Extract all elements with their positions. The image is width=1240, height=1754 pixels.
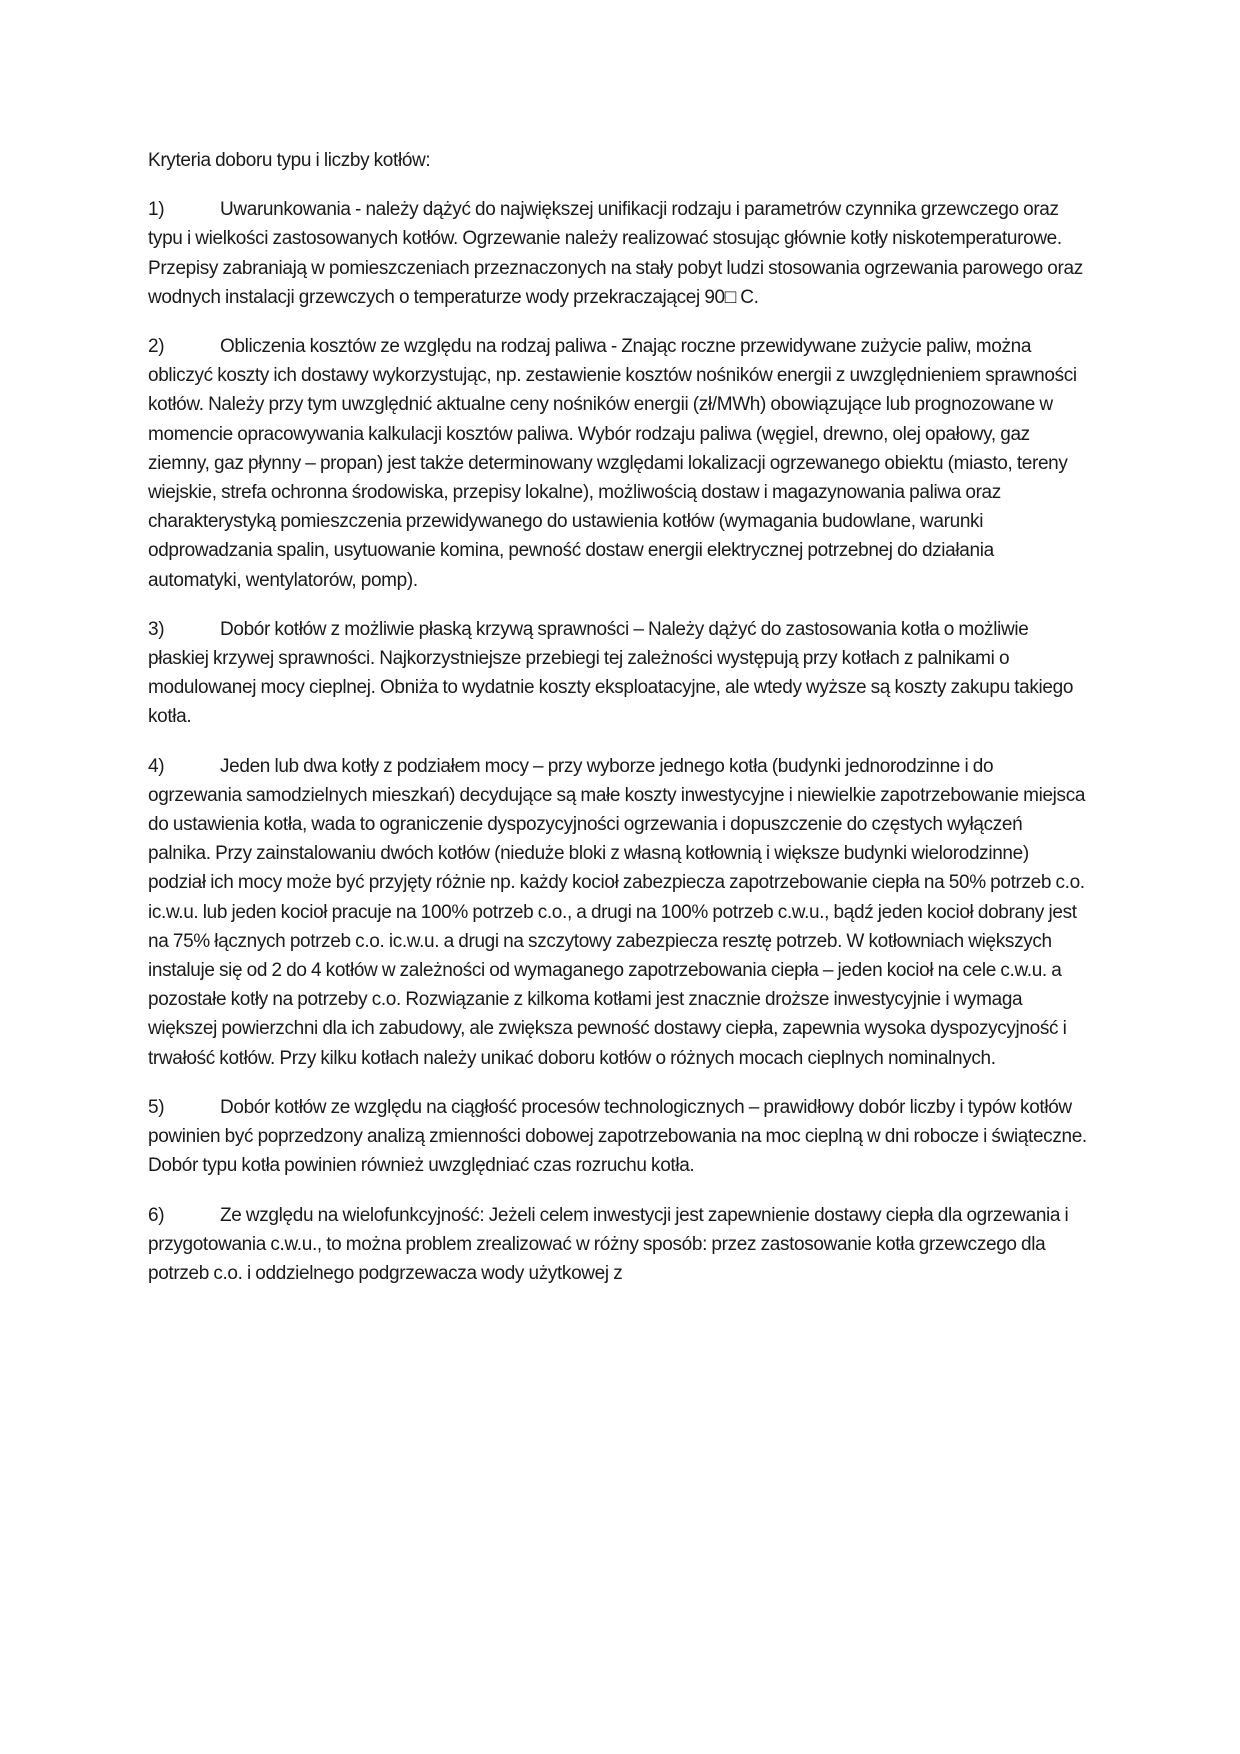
criterion-number: 4) <box>148 755 165 777</box>
criterion-paragraph-2 <box>148 332 1088 595</box>
criterion-text: Dobór kotłów z możliwie płaską krzywą sprawności – Należy dążyć do zastosowania kotła o możliwie płaskiej krzywej sprawności. Najkorzystniejsze przebiegi tej zależności występują przy kotłach z palnikami o modulowanej mocy cieplnej. Obniża to wydatnie koszty eksploatacyjne, ale wtedy wyższe są koszty zakupu takiego kotła. <box>148 618 1074 728</box>
criterion-text: Uwarunkowania - należy dążyć do największej unifikacji rodzaju i parametrów czynnika grzewczego oraz typu i wielkości zastosowanych kotłów. Ogrzewanie należy realizować stosując głównie kotły niskotemperaturowe. Przepisy zabraniają w pomieszczeniach przeznaczonych na stały pobyt ludzi stosowania ogrzewania parowego oraz wodnych instalacji grzewczych o temperaturze wody przekraczającej 90□ C. <box>148 199 1083 308</box>
document-page <box>148 146 1088 1308</box>
criterion-number: 3) <box>148 618 165 640</box>
document-heading: Kryteria doboru typu i liczby kotłów: <box>148 150 431 171</box>
criterion-text: Obliczenia kosztów ze względu na rodzaj paliwa - Znając roczne przewidywane zużycie paliw, można obliczyć koszty ich dostawy wykorzystując, np. zestawienie kosztów nośników energii z uwzględnieniem sprawności kotłów. Należy przy tym uwzględnić aktualne ceny nośników energii (zł/MWh) obowiązujące lub prognozowane w momencie opracowywania kalkulacji kosztów paliwa. Wybór rodzaju paliwa (węgiel, drewno, olej opałowy, gaz ziemny, gaz płynny – propan) jest także determinowany względami lokalizacji ogrzewanego obiektu (miasto, tereny wiejskie, strefa ochronna środowiska, przepisy lokalne), możliwością dostaw i magazynowania paliwa oraz charakterystyką pomieszczenia przewidywanego do ustawienia kotłów (wymagania budowlane, warunki odprowadzania spalin, usytuowanie komina, pewność dostaw energii elektrycznej potrzebnej do działania automatyki, wentylatorów, pomp). <box>148 336 1077 591</box>
criterion-paragraph-3 <box>148 615 1088 732</box>
criterion-paragraph-4 <box>148 752 1088 1073</box>
criterion-number: 1) <box>148 199 165 221</box>
criterion-number: 2) <box>148 336 165 358</box>
criterion-number: 6) <box>148 1204 165 1226</box>
criterion-text: Jeden lub dwa kotły z podziałem mocy – przy wyborze jednego kotła (budynki jednorodzinne i do ogrzewania samodzielnych mieszkań) decydujące są małe koszty inwestycyjne i niewielkie zapotrzebowanie miejsca do ustawienia kotła, wada to ograniczenie dyspozycyjności ogrzewania i dopuszczenie do częstych wyłączeń palnika. Przy zainstalowaniu dwóch kotłów (nieduże bloki z własną kotłownią i większe budynki wielorodzinne) podział ich mocy może być przyjęty różnie np. każdy kocioł zabezpiecza zapotrzebowanie ciepła na 50% potrzeb c.o. ic.w.u. lub jeden kocioł pracuje na 100% potrzeb c.o., a drugi na 100% potrzeb c.w.u., bądź jeden kocioł dobrany jest na 75% łącznych potrzeb c.o. ic.w.u. a drugi na szczytowy zabezpiecza resztę potrzeb. W kotłowniach większych instaluje się od 2 do 4 kotłów w zależności od wymaganego zapotrzebowania ciepła – jeden kocioł na cele c.w.u. a pozostałe kotły na potrzeby c.o. Rozwiązanie z kilkoma kotłami jest znacznie droższe inwestycyjnie i wymaga większej powierzchni dla ich zabudowy, ale zwiększa pewność dostawy ciepła, zapewnia wysoka dyspozycyjność i trwałość kotłów. Przy kilku kotłach należy unikać doboru kotłów o różnych mocach cieplnych nominalnych. <box>148 755 1086 1069</box>
criterion-paragraph-1 <box>148 195 1088 312</box>
criterion-text: Dobór kotłów ze względu na ciągłość procesów technologicznych – prawidłowy dobór liczby i typów kotłów powinien być poprzedzony analizą zmienności dobowej zapotrzebowania na moc cieplną w dni robocze i świąteczne. Dobór typu kotła powinien również uwzględniać czas rozruchu kotła. <box>148 1096 1087 1177</box>
criterion-paragraph-6 <box>148 1201 1088 1289</box>
criterion-number: 5) <box>148 1096 165 1118</box>
criterion-text: Ze względu na wielofunkcyjność: Jeżeli celem inwestycji jest zapewnienie dostawy ciepła dla ogrzewania i przygotowania c.w.u., to można problem zrealizować w różny sposób: przez zastosowanie kotła grzewczego dla potrzeb c.o. i oddzielnego podgrzewacza wody użytkowej z <box>148 1204 1069 1284</box>
criterion-paragraph-5 <box>148 1093 1088 1181</box>
